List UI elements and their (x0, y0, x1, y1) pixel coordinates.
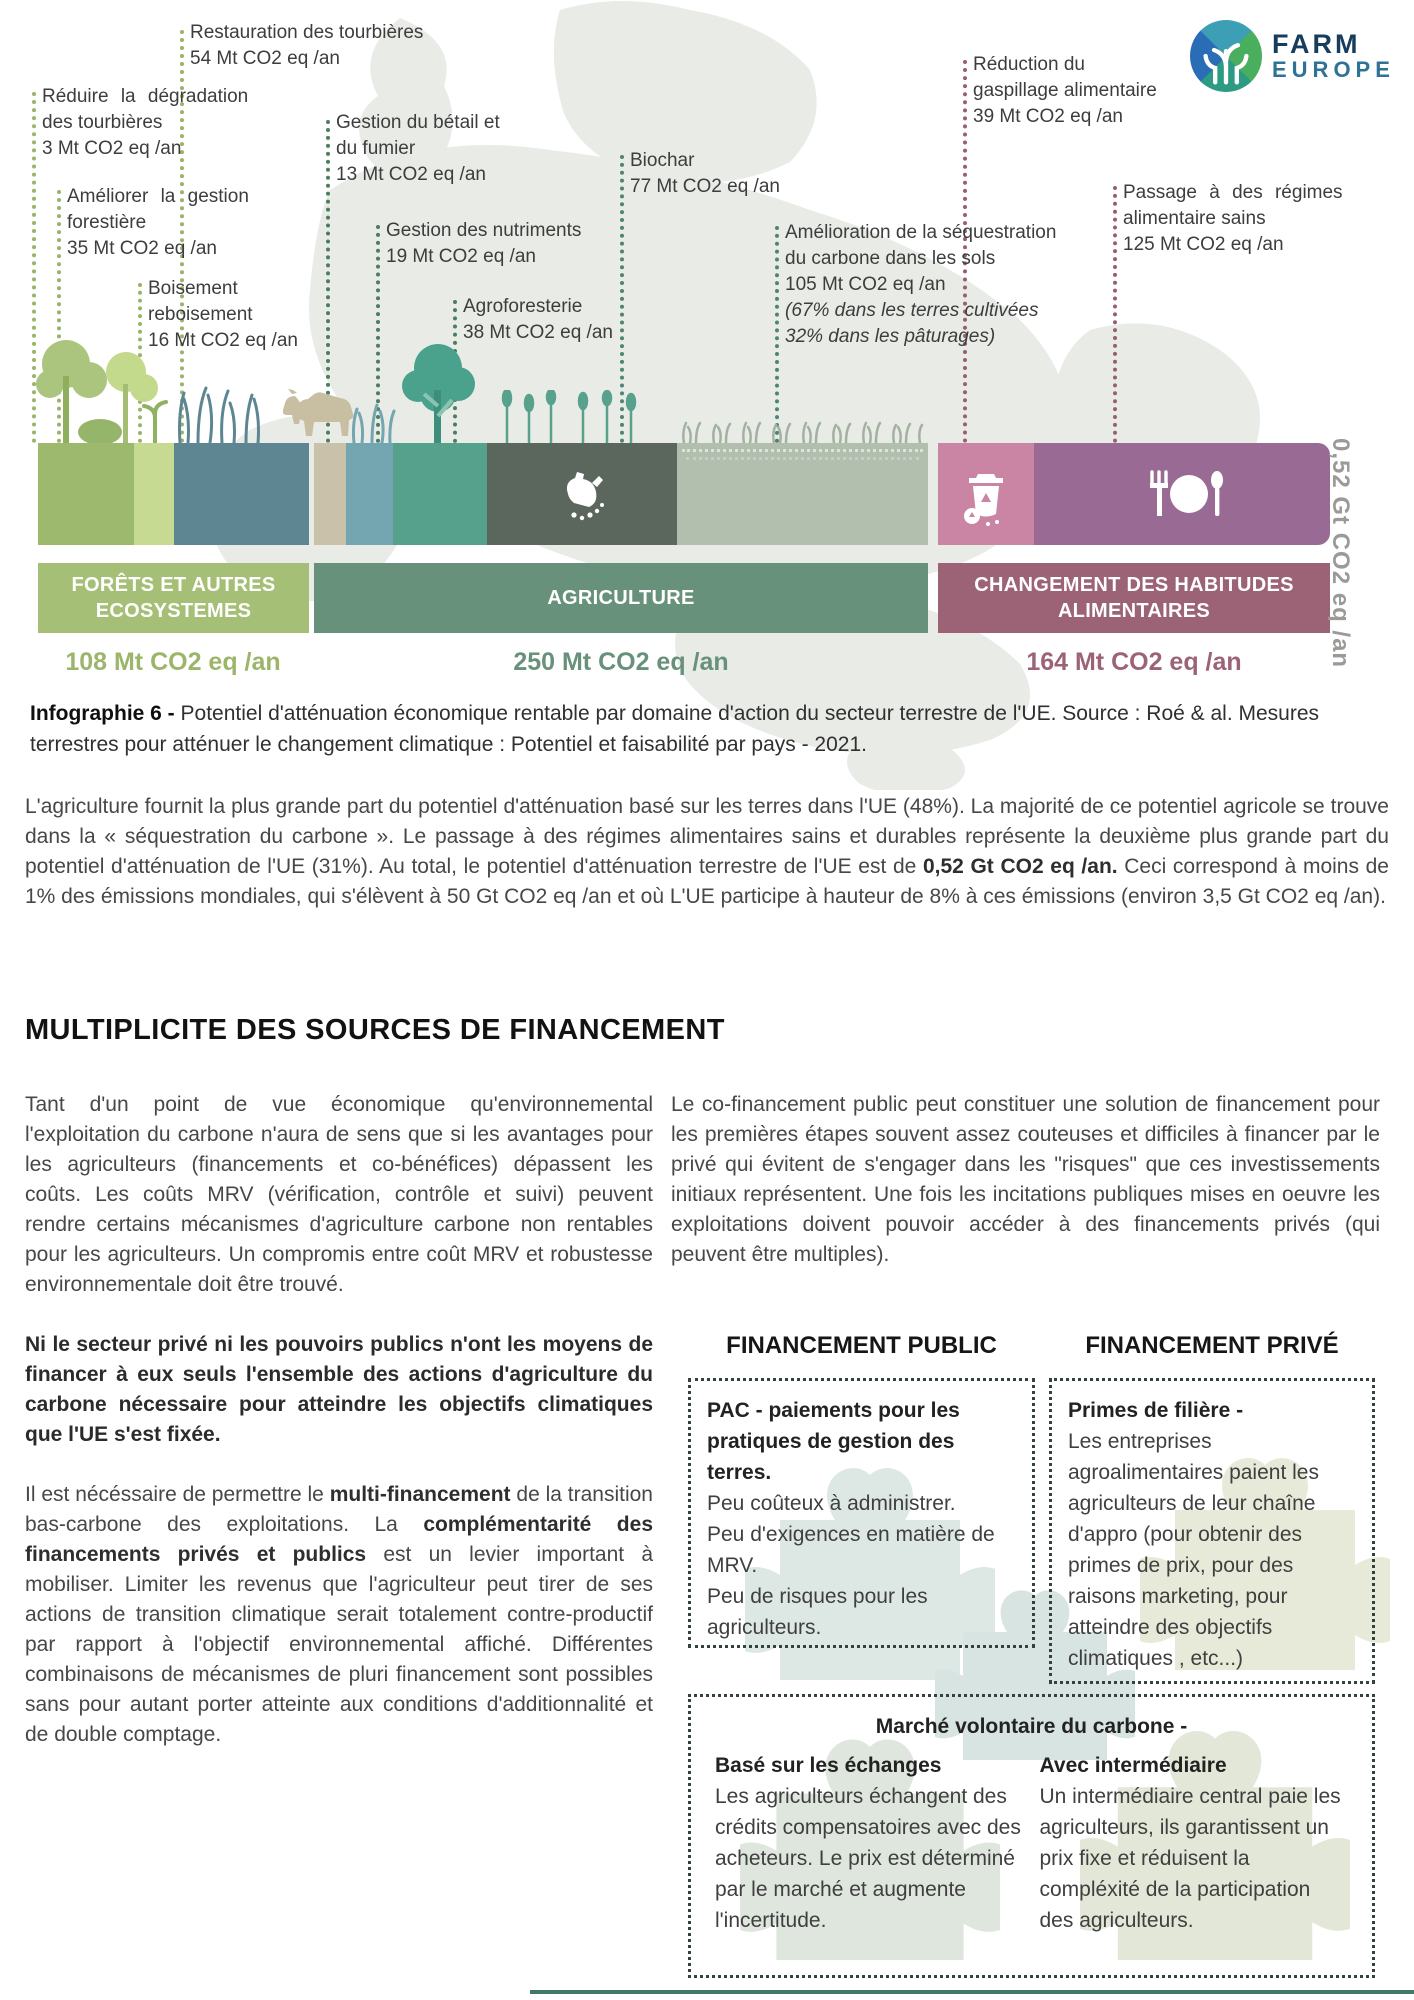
waste-recycling-icon (958, 466, 1014, 528)
meal-plate-icon (1138, 468, 1230, 520)
right-paragraph-1: Le co-financement public peut constituer une solution de financement pour les premières étapes souvent assez couteuses et difficiles à financer par le privé qui évitent de s'engager dans les "risques" que ces investissements initiaux représentent. Une fois les incitations publiques mises en oeuvre les exploitations doivent pouvoir accéder à des financements privés (qui peuvent être multiples). (671, 1093, 1380, 1266)
left-paragraph-3: Il est nécéssaire de permettre le multi-financement de la transition bas-carbone des exploitations. La complémentarité des financements privés et publics est un levier important à mobiliser. Limiter les revenus que l'agriculteur peut tirer de ses actions de transition climatique serait totalement contre-productif par rapport à l'objectif environnemental affiché. Différentes combinaisons de mécanismes de pluri financement sont possibles sans pour autant porter atteinte aux conditions d'additionnalité et de double comptage. (25, 1483, 653, 1746)
intro-paragraph: L'agriculture fournit la plus grande part du potentiel d'atténuation basé sur les terres dans l'UE (48%). La majorité de ce potentiel agricole se trouve dans la « séquestration du carbone ». Le passage à des régimes alimentaires sains et durables représente la deuxième plus grande part du potentiel d'atténuation de l'UE (31%). Au total, le potentiel d'atténuation terrestre de l'UE est de 0,52 Gt CO2 eq /an. Ceci correspond à moins de 1% des émissions mondiales, qui s'élèvent à 50 Gt CO2 eq /an et où L'UE participe à hauteur de 8% à ces émissions (environ 3,5 Gt CO2 eq /an). (25, 795, 1389, 908)
public-financing-box (688, 1378, 1035, 1648)
exchange-column-body: Les agriculteurs échangent des crédits compensatoires avec des acheteurs. Le prix est déterminé par le marché et augmente l'incertitude. (715, 1785, 1021, 1932)
biochar-sack-icon (552, 468, 612, 528)
bar-segment-forest-management (38, 443, 134, 545)
public-box-title: PAC - paiements pour les pratiques de gestion des terres. (707, 1399, 960, 1484)
callout-gestion-betail: Gestion du bétail et du fumier 13 Mt CO2 eq /an (336, 112, 500, 185)
callout-biochar: Biochar 77 Mt CO2 eq /an (630, 150, 780, 197)
callout-passage-regimes: Passage à des régimes alimentaire sains 125 Mt CO2 eq /an (1123, 182, 1343, 255)
callout-restauration-tourbieres: Restauration des tourbières 54 Mt CO2 eq /an (190, 22, 424, 69)
logo-europe-text: EUROPE (1272, 57, 1395, 82)
callout-reduction-gaspillage: Réduction du gaspillage alimentaire 39 Mt CO2 eq /an (973, 54, 1157, 127)
category-value-changement: 164 Mt CO2 eq /an (1026, 648, 1242, 676)
private-financing-box (1049, 1378, 1375, 1684)
farm-europe-logo (1190, 20, 1395, 92)
voluntary-market-box (688, 1694, 1375, 1978)
bar-segment-afforestation (134, 443, 174, 545)
bottom-rule (530, 1990, 1414, 1994)
logo-plant-icon (1190, 20, 1262, 92)
category-value-forets: 108 Mt CO2 eq /an (65, 648, 281, 676)
bar-segment-peatland (174, 443, 309, 545)
private-box-title: Primes de filière - (1068, 1399, 1244, 1422)
callout-agroforesterie: Agroforesterie 38 Mt CO2 eq /an (463, 296, 613, 343)
bar-segment-nutrients (346, 443, 393, 545)
sprout-icon (140, 396, 170, 443)
private-box-body: Les entreprises agroalimentaires paient les agriculteurs de leur chaîne d'appro (pour obtenir des primes de prix, pour des raisons marketing, pour atteindre des objectifs climatiques , etc...) (1068, 1430, 1319, 1670)
callout-sequestration-sols: Amélioration de la séquestration du carbone dans les sols 105 Mt CO2 eq /an (67% dans les terres cultivées 32% dans les pâturages) (785, 222, 1057, 347)
bar-segment-livestock (314, 443, 346, 545)
leader-line-sequestration (775, 226, 779, 443)
public-box-lines: Peu coûteux à administrer. Peu d'exigences en matière de MRV. Peu de risques pour les agriculteurs. (707, 1492, 995, 1639)
category-band-forets: FORÊTS ET AUTRES ECOSYSTEMES (38, 563, 309, 633)
intermediary-column-title: Avec intermédiaire (1039, 1754, 1227, 1777)
exchange-column-title: Basé sur les échanges (715, 1754, 942, 1777)
grass-tuft-icon (348, 398, 396, 443)
section-title: MULTIPLICITE DES SOURCES DE FINANCEMENT (25, 1014, 725, 1046)
leader-line-passage (1113, 186, 1117, 443)
logo-farm-text: FARM (1272, 29, 1361, 59)
callout-boisement: Boisement reboisement 16 Mt CO2 eq /an (148, 278, 298, 351)
left-paragraph-2: Ni le secteur privé ni les pouvoirs publics n'ont les moyens de financer à eux seuls l'ensemble des actions d'agriculture du carbone nécessaire pour atteindre les objectifs climatiques que l'UE s'est fixée. (25, 1333, 653, 1446)
intermediary-column (1032, 1750, 1357, 1936)
tree-icon (398, 342, 480, 443)
soil-texture-dots (686, 457, 919, 460)
category-value-agriculture: 250 Mt CO2 eq /an (513, 648, 729, 676)
grass-row-icon (678, 419, 928, 443)
callout-ameliorer-gestion-forestiere: Améliorer la gestion forestière 35 Mt CO2 eq /an (67, 186, 249, 259)
voluntary-market-title: Marché volontaire du carbone - (875, 1715, 1188, 1738)
public-financing-heading: FINANCEMENT PUBLIC (726, 1332, 997, 1359)
category-band-changement: CHANGEMENT DES HABITUDES ALIMENTAIRES (938, 563, 1330, 633)
figure-caption: Infographie 6 - Potentiel d'atténuation économique rentable par domaine d'action du secteur terrestre de l'UE. Source : Roé & al. Mesures terrestres pour atténuer le changement climatique : Potentiel et faisabilité par pays - 2021. (30, 702, 1320, 756)
bar-segment-agroforestry (393, 443, 487, 545)
callout-gestion-nutriments: Gestion des nutriments 19 Mt CO2 eq /an (386, 220, 582, 267)
wheat-icon (495, 390, 655, 443)
category-band-agriculture: AGRICULTURE (314, 563, 928, 633)
left-paragraph-1: Tant d'un point de vue économique qu'environnemental l'exploitation du carbone n'aura de sens que si les avantages pour les agriculteurs (financements et co-bénéfices) dépassent les coûts. Les coûts MRV (vérification, contrôle et suivi) peuvent rendre certains mécanismes d'agriculture carbone non rentables pour les agriculteurs. Un compromis entre coût MRV et robustesse environnementale doit être trouvé. (25, 1093, 653, 1296)
right-column (671, 1090, 1380, 1270)
intermediary-column-body: Un intermédiaire central paie les agriculteurs, ils garantissent un prix fixe et réduisent la compléxité de la participation des agriculteurs. (1039, 1785, 1341, 1932)
grass-tuft-icon (172, 378, 268, 443)
soil-texture-dots (682, 449, 923, 452)
callout-reduire-degradation: Réduire la dégradation des tourbières 3 Mt CO2 eq /an (42, 86, 249, 159)
exchange-based-column (707, 1750, 1032, 1936)
total-mitigation-vertical-label: 0,52 Gt CO2 eq /an (1327, 438, 1354, 669)
private-financing-heading: FINANCEMENT PRIVÉ (1085, 1332, 1339, 1359)
left-column (25, 1090, 653, 1750)
